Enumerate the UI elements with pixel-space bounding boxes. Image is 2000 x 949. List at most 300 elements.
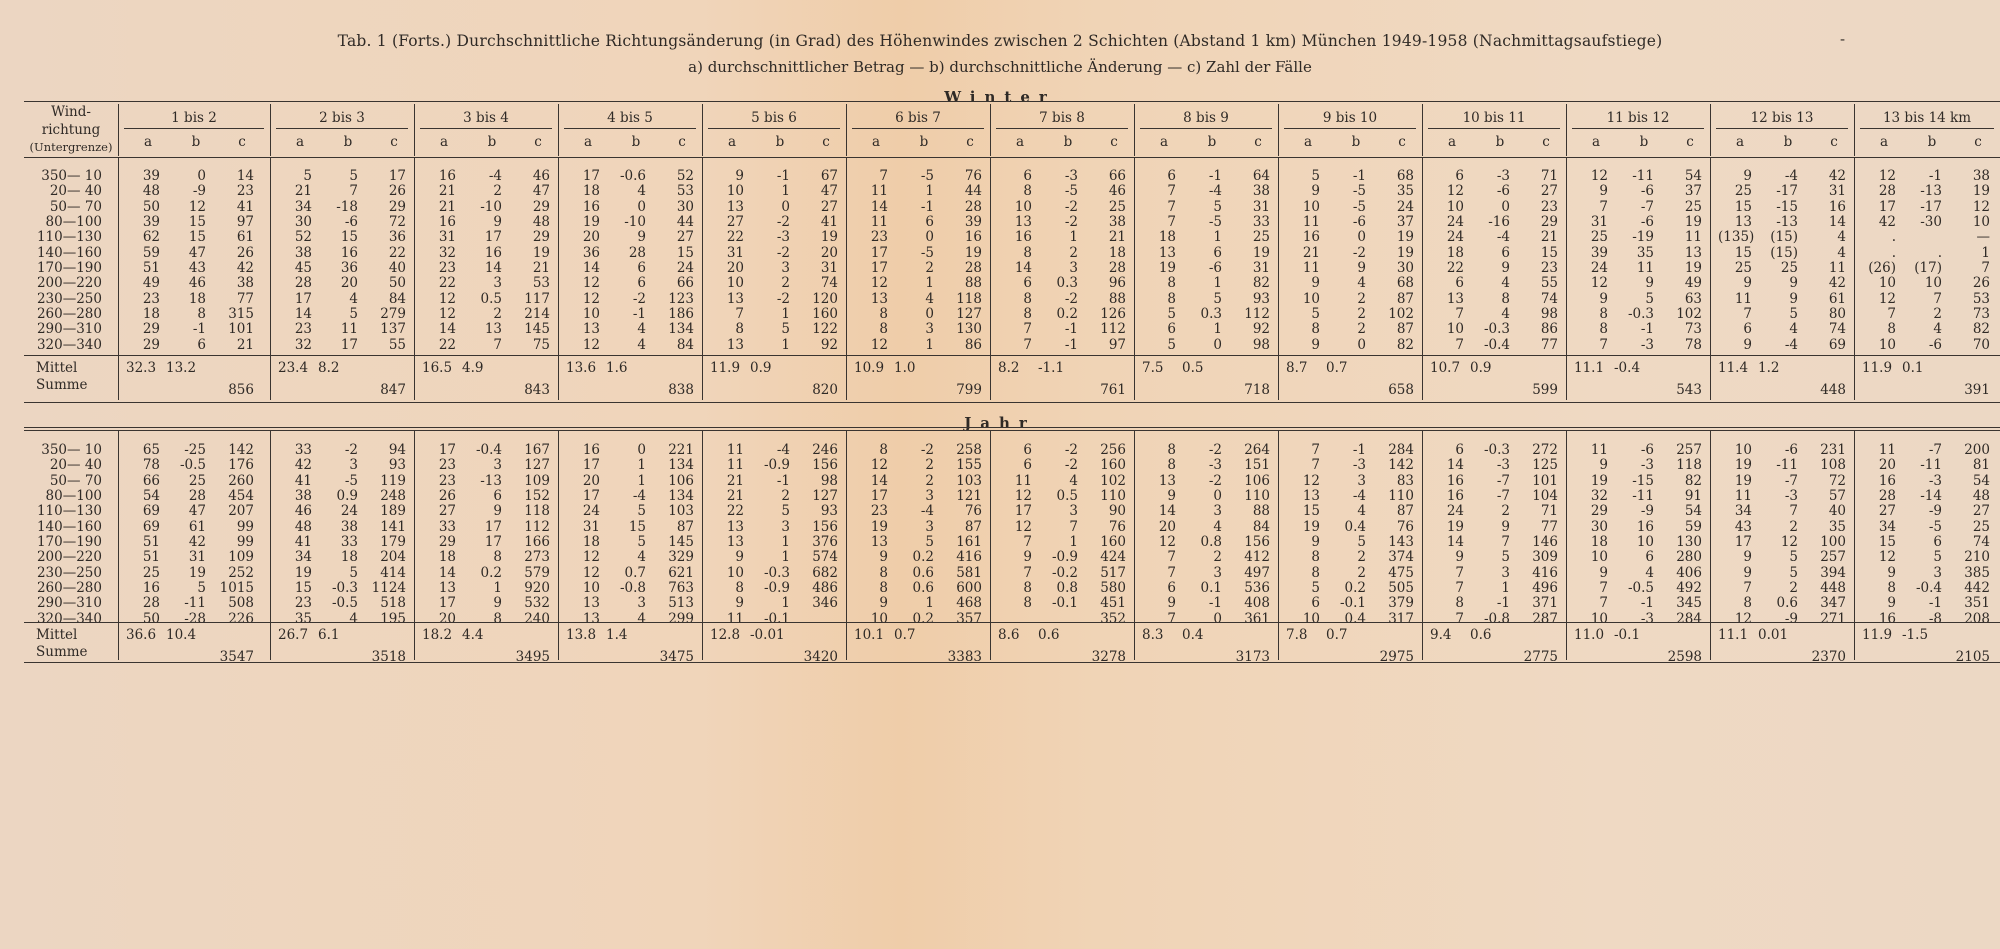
value-a: 8 [735, 321, 744, 338]
value-c: 37 [1396, 213, 1414, 230]
value-b: 11 [340, 321, 358, 338]
value-a: 9 [1599, 564, 1608, 581]
value-c: 371 [1532, 595, 1558, 612]
value-c: 28 [964, 198, 982, 215]
value-b: 33 [340, 533, 358, 550]
value-b: 6 [1213, 244, 1222, 261]
value-b: -2 [776, 244, 790, 261]
value-c: 7 [1981, 259, 1990, 276]
value-b: 0.1 [1200, 579, 1222, 596]
value-a: 13 [870, 290, 888, 307]
value-b: 0.2 [1056, 305, 1078, 322]
value-a: 12 [1590, 168, 1608, 184]
column-divider [846, 157, 847, 400]
value-b: 3 [493, 275, 502, 292]
value-a: 54 [142, 487, 160, 504]
value-b: 3 [637, 595, 646, 612]
value-b: 35 [1636, 244, 1654, 261]
value-a: 50 [142, 610, 160, 627]
value-b: 11 [1636, 259, 1654, 276]
col-b-header: b [1063, 134, 1073, 150]
value-a: 12 [1878, 290, 1896, 307]
row-label: 200—220 [36, 549, 102, 566]
value-a: 29 [1590, 503, 1608, 520]
value-c: 505 [1388, 579, 1414, 596]
mittel-b: -0.01 [750, 627, 785, 643]
value-a: 5 [1311, 305, 1320, 322]
value-c: 54 [1972, 472, 1990, 489]
mittel-b: 1.6 [606, 360, 628, 376]
value-a: 12 [582, 275, 600, 292]
value-a: 7 [1167, 198, 1176, 215]
col-a-header: a [1303, 134, 1313, 150]
value-a: 20 [726, 259, 744, 276]
mittel-label: Mittel [36, 627, 78, 643]
value-a: 59 [142, 244, 160, 261]
value-b: 2 [1357, 305, 1366, 322]
value-c: 134 [668, 457, 694, 474]
col-c-header: c [534, 134, 542, 150]
column-divider [558, 157, 559, 400]
value-b: -1 [1208, 168, 1222, 184]
value-c: 240 [524, 610, 550, 627]
value-b: 0.2 [912, 549, 934, 566]
value-a: 6 [1023, 275, 1032, 292]
col-c-header: c [1398, 134, 1406, 150]
summe: 838 [668, 382, 694, 398]
value-a: 17 [1734, 533, 1752, 550]
value-a: 51 [142, 549, 160, 566]
value-b: 5 [1357, 533, 1366, 550]
value-c: 195 [380, 610, 406, 627]
value-c: 160 [1100, 457, 1126, 474]
value-c: 120 [812, 290, 838, 307]
value-c: 38 [1108, 213, 1126, 230]
col-a-header: a [583, 134, 593, 150]
value-c: 451 [1100, 595, 1126, 612]
value-c: 24 [676, 259, 694, 276]
value-b: 7 [1501, 533, 1510, 550]
value-b: 5 [637, 503, 646, 520]
mittel-a: 8.2 [998, 360, 1020, 376]
column-divider [1134, 430, 1135, 660]
value-b: -1 [776, 168, 790, 184]
value-a: 19 [1734, 472, 1752, 489]
value-b: 2 [1357, 321, 1366, 338]
value-a: 16 [1302, 229, 1320, 246]
value-a: 9 [1743, 168, 1752, 184]
value-b: 25 [188, 472, 206, 489]
value-a: 12 [1878, 168, 1896, 184]
value-c: 13 [1684, 244, 1702, 261]
value-b: -1 [632, 305, 646, 322]
value-a: 18 [1446, 244, 1464, 261]
value-a: 20 [582, 472, 600, 489]
value-b: 2 [1789, 579, 1798, 596]
mittel-a: 18.2 [422, 627, 453, 643]
value-b: 1 [925, 275, 934, 292]
summe-label: Summe [36, 377, 88, 393]
value-b: 5 [1501, 549, 1510, 566]
value-c: 28 [964, 259, 982, 276]
value-a: 13 [582, 610, 600, 627]
value-a: 8 [1599, 305, 1608, 322]
value-b: -19 [1632, 229, 1654, 246]
value-b: 2 [781, 275, 790, 292]
value-b: 1 [781, 336, 790, 353]
value-c: 76 [964, 168, 982, 184]
value-b: 17 [484, 229, 502, 246]
value-b: 1 [1069, 229, 1078, 246]
value-a: 50 [142, 198, 160, 215]
value-c: 37 [1684, 183, 1702, 200]
value-a: 8 [735, 579, 744, 596]
value-b: 2 [493, 305, 502, 322]
value-c: 108 [1820, 457, 1846, 474]
value-c: 61 [236, 229, 254, 246]
value-a: 13 [1014, 213, 1032, 230]
value-c: 513 [668, 595, 694, 612]
value-b: -6 [1784, 442, 1798, 458]
mittel-b: 0.4 [1182, 627, 1204, 643]
row-label: 50— 70 [49, 198, 102, 215]
value-a: 13 [726, 336, 744, 353]
value-b: 0.2 [480, 564, 502, 581]
value-b: 0 [1501, 198, 1510, 215]
value-c: 351 [1964, 595, 1990, 612]
value-b: 47 [188, 244, 206, 261]
value-a: 7 [1455, 305, 1464, 322]
value-a: 51 [142, 533, 160, 550]
value-a: 23 [294, 321, 312, 338]
value-b: 3 [1933, 564, 1942, 581]
value-c: 112 [524, 518, 550, 535]
row-label: 290—310 [36, 321, 102, 338]
value-c: 54 [1684, 168, 1702, 184]
value-c: 55 [388, 336, 406, 353]
value-c: 75 [532, 336, 550, 353]
value-a: 5 [1311, 168, 1320, 184]
mittel-a: 7.8 [1286, 627, 1308, 643]
value-c: 38 [236, 275, 254, 292]
value-a: 10 [1302, 290, 1320, 307]
group-header: 10 bis 11 [1462, 110, 1526, 126]
value-c: 280 [1676, 549, 1702, 566]
value-a: 6 [1167, 168, 1176, 184]
value-c: 112 [1100, 321, 1126, 338]
value-c: 52 [676, 168, 694, 184]
value-c: 70 [1972, 336, 1990, 353]
value-c: 284 [1388, 442, 1414, 458]
value-c: 93 [820, 503, 838, 520]
value-b: 5 [781, 503, 790, 520]
value-c: 55 [1540, 275, 1558, 292]
value-b: 5 [637, 533, 646, 550]
value-c: 29 [1540, 213, 1558, 230]
value-b: -6 [1928, 336, 1942, 353]
value-c: 448 [1820, 579, 1846, 596]
value-a: 14 [1014, 259, 1032, 276]
value-a: 12 [870, 275, 888, 292]
summe: 761 [1100, 382, 1126, 398]
table-title: Tab. 1 (Forts.) Durchschnittliche Richtungsänderung (in Grad) des Höhenwindes zwischen 2 Schichten (Abstand 1 km) München 1949-1958 (Nachmittagsaufstiege) [337, 32, 1663, 50]
value-a: 9 [1887, 564, 1896, 581]
row-label: 170—190 [36, 259, 102, 276]
value-a: 42 [294, 457, 312, 474]
value-a: 10 [1590, 610, 1608, 627]
value-a: 14 [294, 305, 312, 322]
value-b: 0 [1213, 487, 1222, 504]
value-b: -6 [1640, 213, 1654, 230]
value-b: -2 [1208, 472, 1222, 489]
value-c: 39 [964, 213, 982, 230]
row-label: 260—280 [36, 305, 102, 322]
value-c: — [1976, 229, 1990, 246]
value-a: 23 [142, 290, 160, 307]
value-c: 204 [380, 549, 406, 566]
value-b: 3 [1069, 503, 1078, 520]
col-b-header: b [1207, 134, 1217, 150]
value-a: 13 [1158, 244, 1176, 261]
value-c: 134 [668, 321, 694, 338]
group-header: 9 bis 10 [1322, 110, 1378, 126]
value-a: 18 [582, 183, 600, 200]
value-b: 28 [188, 487, 206, 504]
value-b: 7 [1789, 503, 1798, 520]
column-divider [270, 104, 271, 156]
value-c: 82 [1396, 336, 1414, 353]
value-b: -13 [1920, 183, 1942, 200]
value-b: 12 [188, 198, 206, 215]
summe: 2775 [1523, 649, 1558, 665]
value-b: 7 [1933, 290, 1942, 307]
value-c: 63 [1684, 290, 1702, 307]
column-divider [558, 430, 559, 660]
value-a: 11 [1734, 290, 1752, 307]
value-c: 21 [532, 259, 550, 276]
row-label: 170—190 [36, 533, 102, 550]
value-c: 416 [1532, 564, 1558, 581]
value-a: 38 [294, 487, 312, 504]
value-b: -6 [1640, 183, 1654, 200]
value-a: 32 [1590, 487, 1608, 504]
value-a: 16 [1446, 487, 1464, 504]
value-c: 110 [1100, 487, 1126, 504]
value-b: 6 [637, 275, 646, 292]
value-b: -7 [1784, 472, 1798, 489]
value-c: 19 [1684, 259, 1702, 276]
value-b: -16 [1488, 213, 1510, 230]
column-divider [846, 430, 847, 660]
value-a: 9 [879, 549, 888, 566]
value-b: 1 [781, 183, 790, 200]
value-c: 31 [1828, 183, 1846, 200]
value-b: 43 [188, 259, 206, 276]
value-c: 42 [236, 259, 254, 276]
value-a: 21 [726, 472, 744, 489]
value-a: 34 [294, 198, 312, 215]
col-b-header: b [631, 134, 641, 150]
value-c: 21 [1540, 229, 1558, 246]
value-c: 102 [1676, 305, 1702, 322]
value-a: 22 [726, 503, 744, 520]
value-a: 7 [1311, 457, 1320, 474]
value-b: 6 [1933, 533, 1942, 550]
col-b-header: b [343, 134, 353, 150]
value-a: 34 [1878, 518, 1896, 535]
value-a: 10 [1878, 275, 1896, 292]
value-c: 11 [1684, 229, 1702, 246]
value-a: 24 [1446, 503, 1464, 520]
value-b: 4 [637, 336, 646, 353]
value-a: 16 [1014, 229, 1032, 246]
value-a: 16 [438, 168, 456, 184]
value-a: 24 [582, 503, 600, 520]
row-label: 230—250 [36, 564, 102, 581]
value-b: 3 [1069, 259, 1078, 276]
value-c: 14 [1828, 213, 1846, 230]
value-b: -10 [480, 198, 502, 215]
column-divider [990, 104, 991, 156]
mittel-a: 10.7 [1430, 360, 1461, 376]
value-c: 121 [956, 487, 982, 504]
group-header: 4 bis 5 [607, 110, 653, 126]
value-a: 7 [1167, 183, 1176, 200]
value-c: 76 [964, 503, 982, 520]
value-c: 28 [1108, 259, 1126, 276]
value-a: 7 [1023, 533, 1032, 550]
value-a: 78 [142, 457, 160, 474]
value-a: 11 [726, 442, 744, 458]
value-b: 2 [1501, 503, 1510, 520]
lower-bound-header: (Untergrenze) [29, 140, 113, 154]
value-a: 7 [1599, 198, 1608, 215]
value-b: -5 [1208, 213, 1222, 230]
value-b: -7 [1496, 472, 1510, 489]
value-a: 9 [1599, 290, 1608, 307]
group-underline [276, 128, 408, 129]
column-divider [702, 157, 703, 400]
value-b: -3 [1496, 168, 1510, 184]
value-a: 13 [582, 321, 600, 338]
value-a: 12 [1158, 533, 1176, 550]
value-a: 8 [1311, 321, 1320, 338]
value-a: 20 [582, 229, 600, 246]
mittel-a: 13.6 [566, 360, 597, 376]
value-a: 17 [582, 457, 600, 474]
section-top-rule [24, 101, 2000, 102]
mittel-label: Mittel [36, 360, 78, 376]
col-a-header: a [143, 134, 153, 150]
value-c: 42 [1828, 168, 1846, 184]
value-a: 69 [142, 518, 160, 535]
summe: 3475 [659, 649, 694, 665]
value-b: . [1937, 244, 1942, 261]
row-label: 350— 10 [41, 168, 102, 184]
value-c: 231 [1820, 442, 1846, 458]
value-c: 77 [236, 290, 254, 307]
value-a: 8 [1167, 275, 1176, 292]
value-b: -1 [1928, 595, 1942, 612]
summe: 599 [1532, 382, 1558, 398]
value-c: 517 [1100, 564, 1126, 581]
value-c: 264 [1244, 442, 1270, 458]
value-a: 27 [438, 503, 456, 520]
value-c: 71 [1540, 503, 1558, 520]
value-c: 27 [820, 198, 838, 215]
row-label: 320—340 [36, 336, 102, 353]
value-c: 109 [228, 549, 254, 566]
value-a: 20 [1878, 457, 1896, 474]
group-underline [708, 128, 840, 129]
value-b: 18 [188, 290, 206, 307]
mittel-b: 0.01 [1758, 627, 1789, 643]
mittel-b: 4.4 [462, 627, 484, 643]
value-a: 51 [142, 259, 160, 276]
value-c: 15 [676, 244, 694, 261]
value-c: 127 [812, 487, 838, 504]
value-c: 46 [1108, 183, 1126, 200]
value-b: 9 [1789, 275, 1798, 292]
value-a: 10 [870, 610, 888, 627]
value-b: -3 [1640, 610, 1654, 627]
value-a: 24 [1590, 259, 1608, 276]
value-c: 156 [812, 518, 838, 535]
value-b: -6 [1640, 442, 1654, 458]
value-c: 763 [668, 579, 694, 596]
value-c: 98 [1540, 305, 1558, 322]
value-a: 25 [142, 564, 160, 581]
value-a: 48 [142, 183, 160, 200]
value-a: 10 [1014, 198, 1032, 215]
value-c: 130 [956, 321, 982, 338]
group-underline [1716, 128, 1848, 129]
value-a: 8 [1167, 457, 1176, 474]
value-c: 31 [1252, 198, 1270, 215]
value-a: 13 [726, 533, 744, 550]
value-c: 12 [1972, 198, 1990, 215]
column-divider [1566, 157, 1567, 400]
value-a: 13 [870, 533, 888, 550]
col-a-header: a [1159, 134, 1169, 150]
value-b: -6 [1208, 259, 1222, 276]
value-b: 9 [493, 503, 502, 520]
value-a: 6 [1455, 442, 1464, 458]
value-a: 19 [1446, 518, 1464, 535]
value-b: -0.4 [1483, 336, 1510, 353]
summe: 3495 [515, 649, 550, 665]
value-b: 0.3 [1056, 275, 1078, 292]
mittel-b: 0.6 [1470, 627, 1492, 643]
mittel-b: 0.7 [1326, 360, 1348, 376]
value-a: 7 [1455, 610, 1464, 627]
value-b: 6 [637, 259, 646, 276]
value-b: -0.3 [331, 579, 358, 596]
value-a: 9 [1167, 595, 1176, 612]
value-b: -2 [1208, 442, 1222, 458]
value-b: 61 [188, 518, 206, 535]
value-c: 61 [1828, 290, 1846, 307]
value-b: 0.8 [1056, 579, 1078, 596]
value-c: 76 [1108, 518, 1126, 535]
col-a-header: a [1591, 134, 1601, 150]
value-b: -0.3 [1627, 305, 1654, 322]
column-divider [990, 430, 991, 660]
value-a: 8 [1311, 564, 1320, 581]
value-b: -5 [1064, 183, 1078, 200]
value-b: 9 [493, 213, 502, 230]
col-c-header: c [822, 134, 830, 150]
